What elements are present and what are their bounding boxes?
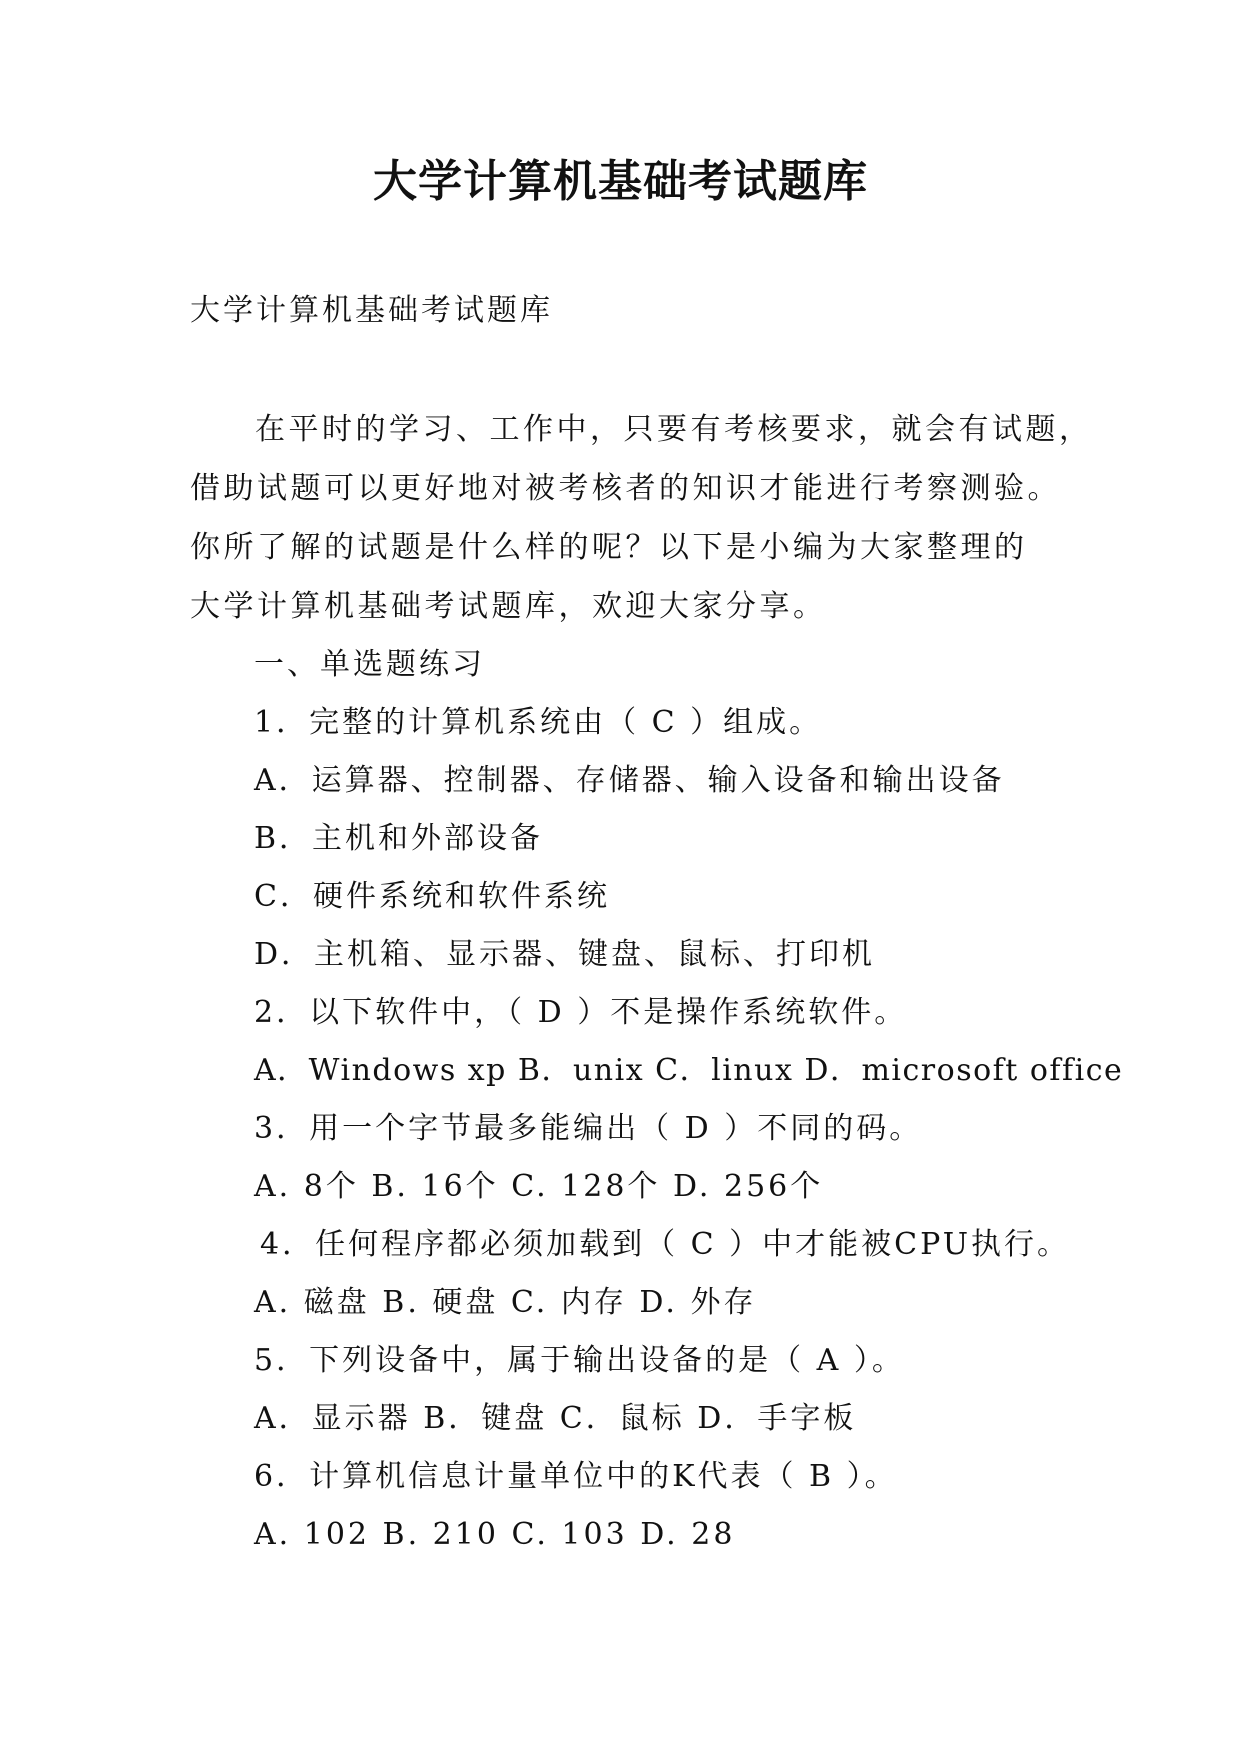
question-1: 1．完整的计算机系统由（ C ）组成。	[254, 705, 823, 740]
question-2-options: A．Windows xp B．unix C．linux D．microsoft office	[254, 1053, 1124, 1088]
question-1-option-d: D．主机箱、显示器、键盘、鼠标、打印机	[254, 937, 876, 972]
document-subtitle: 大学计算机基础考试题库	[190, 293, 553, 328]
question-5-options: A．显示器 B．键盘 C．鼠标 D．手字板	[254, 1401, 857, 1436]
question-6-options: A. 102 B. 210 C. 103 D. 28	[254, 1517, 736, 1552]
intro-line: 大学计算机基础考试题库，欢迎大家分享。	[190, 589, 827, 624]
question-1-option-c: C．硬件系统和软件系统	[254, 879, 610, 914]
question-1-option-b: B．主机和外部设备	[254, 821, 544, 856]
question-5: 5．下列设备中，属于输出设备的是（ A ）。	[254, 1343, 905, 1378]
section-heading: 一、单选题练习	[254, 647, 485, 682]
intro-paragraph	[190, 400, 1093, 636]
question-6: 6．计算机信息计量单位中的K代表（ B ）。	[254, 1459, 898, 1494]
intro-line: 在平时的学习、工作中，只要有考核要求，就会有试题，	[255, 412, 1093, 447]
intro-line: 你所了解的试题是什么样的呢？以下是小编为大家整理的	[190, 530, 1028, 565]
question-2: 2．以下软件中，（ D ）不是操作系统软件。	[254, 995, 908, 1030]
question-3: 3．用一个字节最多能编出（ D ）不同的码。	[254, 1111, 923, 1146]
intro-line: 借助试题可以更好地对被考核者的知识才能进行考察测验。	[190, 471, 1061, 506]
question-3-options: A. 8个 B. 16个 C. 128个 D. 256个	[254, 1169, 824, 1204]
question-list	[254, 636, 1154, 1564]
question-1-option-a: A．运算器、控制器、存储器、输入设备和输出设备	[254, 763, 1005, 798]
question-4-options: A. 磁盘 B. 硬盘 C. 内存 D. 外存	[254, 1285, 757, 1320]
page-title: 大学计算机基础考试题库	[373, 156, 868, 207]
question-4: 4．任何程序都必须加载到（ C ）中才能被CPU执行。	[260, 1227, 1071, 1262]
